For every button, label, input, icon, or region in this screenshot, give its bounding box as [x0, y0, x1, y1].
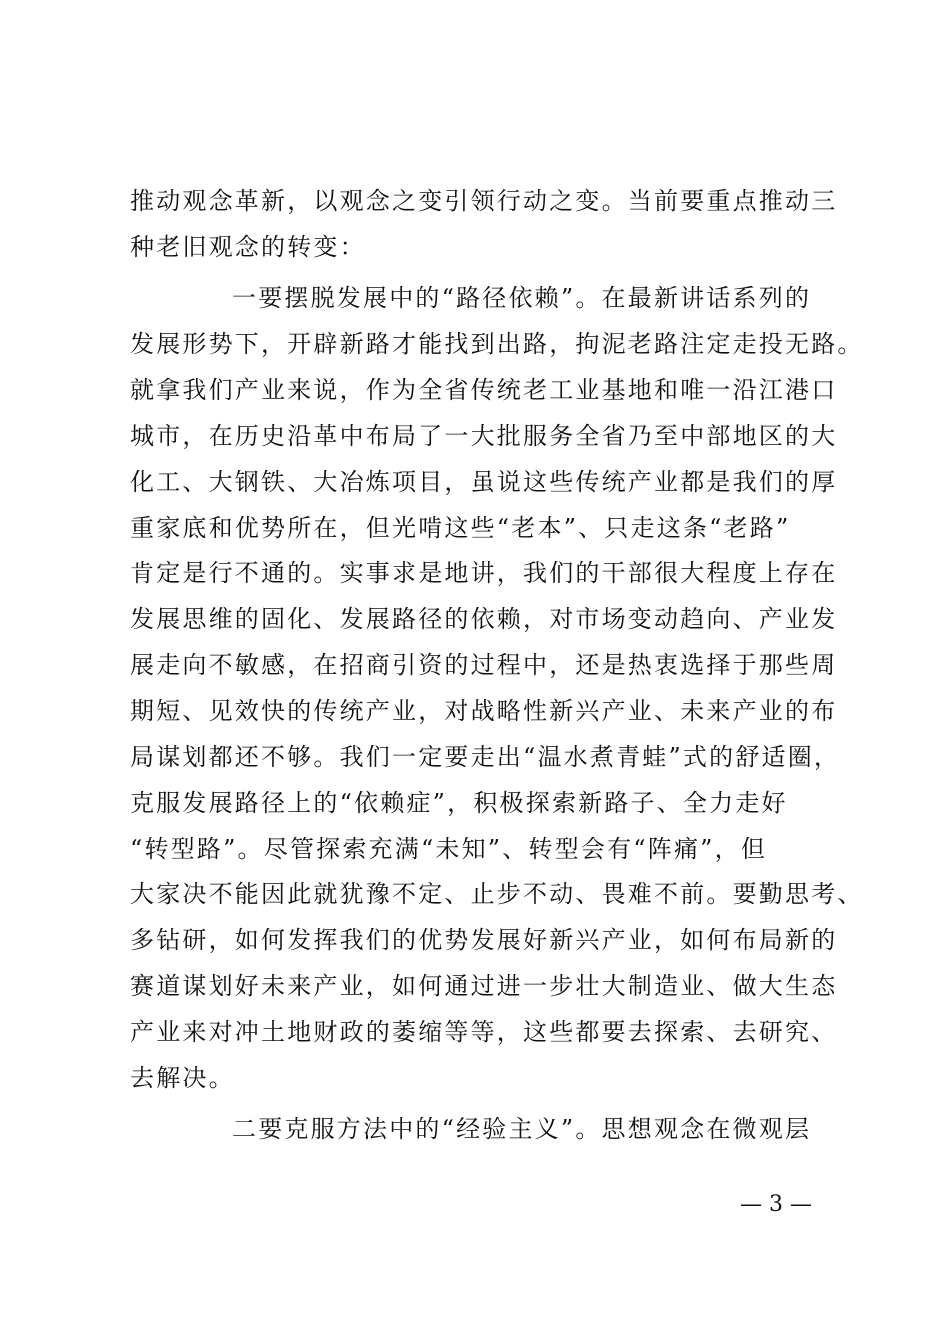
text-line-5: 就拿我们产业来说，作为全省传统老工业基地和唯一沿江港口: [130, 376, 838, 404]
text-line-17: 多钻研，如何发挥我们的优势发展好新兴产业，如何布局新的: [130, 926, 838, 954]
text-line-16: 大家决不能因此就犹豫不定、止步不动、畏难不前。要勤思考、: [130, 880, 864, 908]
text-line-10: 发展思维的固化、发展路径的依赖，对市场变动趋向、产业发: [130, 605, 838, 633]
paragraph-1-heading: 一要摆脱发展中的“路径依赖”。在最新讲话系列的: [232, 284, 812, 312]
text-line-6: 城市，在历史沿革中布局了一大批服务全省乃至中部地区的大: [130, 422, 838, 450]
text-line-2: 种老旧观念的转变：: [130, 233, 366, 261]
text-line-12: 期短、见效快的传统产业，对战略性新兴产业、未来产业的布: [130, 697, 838, 725]
text-line-7: 化工、大钢铁、大冶炼项目，虽说这些传统产业都是我们的厚: [130, 468, 838, 496]
text-line-8: 重家底和优势所在，但光啃这些“老本”、只走这条“老路”: [130, 514, 791, 542]
text-line-19: 产业来对冲土地财政的萎缩等等，这些都要去探索、去研究、: [130, 1018, 838, 1046]
text-line-14: 克服发展路径上的“依赖症”，积极探索新路子、全力走好: [130, 789, 788, 817]
text-line-20: 去解决。: [130, 1064, 235, 1092]
paragraph-2-heading: 二要克服方法中的“经验主义”。思想观念在微观层: [232, 1115, 812, 1143]
text-line-9: 肯定是行不通的。实事求是地讲，我们的干部很大程度上存在: [130, 559, 838, 587]
text-line-18: 赛道谋划好未来产业，如何通过进一步壮大制造业、做大生态: [130, 972, 838, 1000]
text-line-1: 推动观念革新，以观念之变引领行动之变。当前要重点推动三: [130, 187, 838, 215]
text-line-11: 展走向不敏感，在招商引资的过程中，还是热衷选择于那些周: [130, 651, 838, 679]
text-line-4: 发展形势下，开辟新路才能找到出路，拘泥老路注定走投无路。: [130, 330, 864, 358]
text-line-15: “转型路”。尽管探索充满“未知”、转型会有“阵痛”，但: [130, 835, 768, 863]
text-line-13: 局谋划都还不够。我们一定要走出“温水煮青蛙”式的舒适圈，: [130, 743, 841, 771]
page-number: — 3 —: [740, 1192, 812, 1217]
